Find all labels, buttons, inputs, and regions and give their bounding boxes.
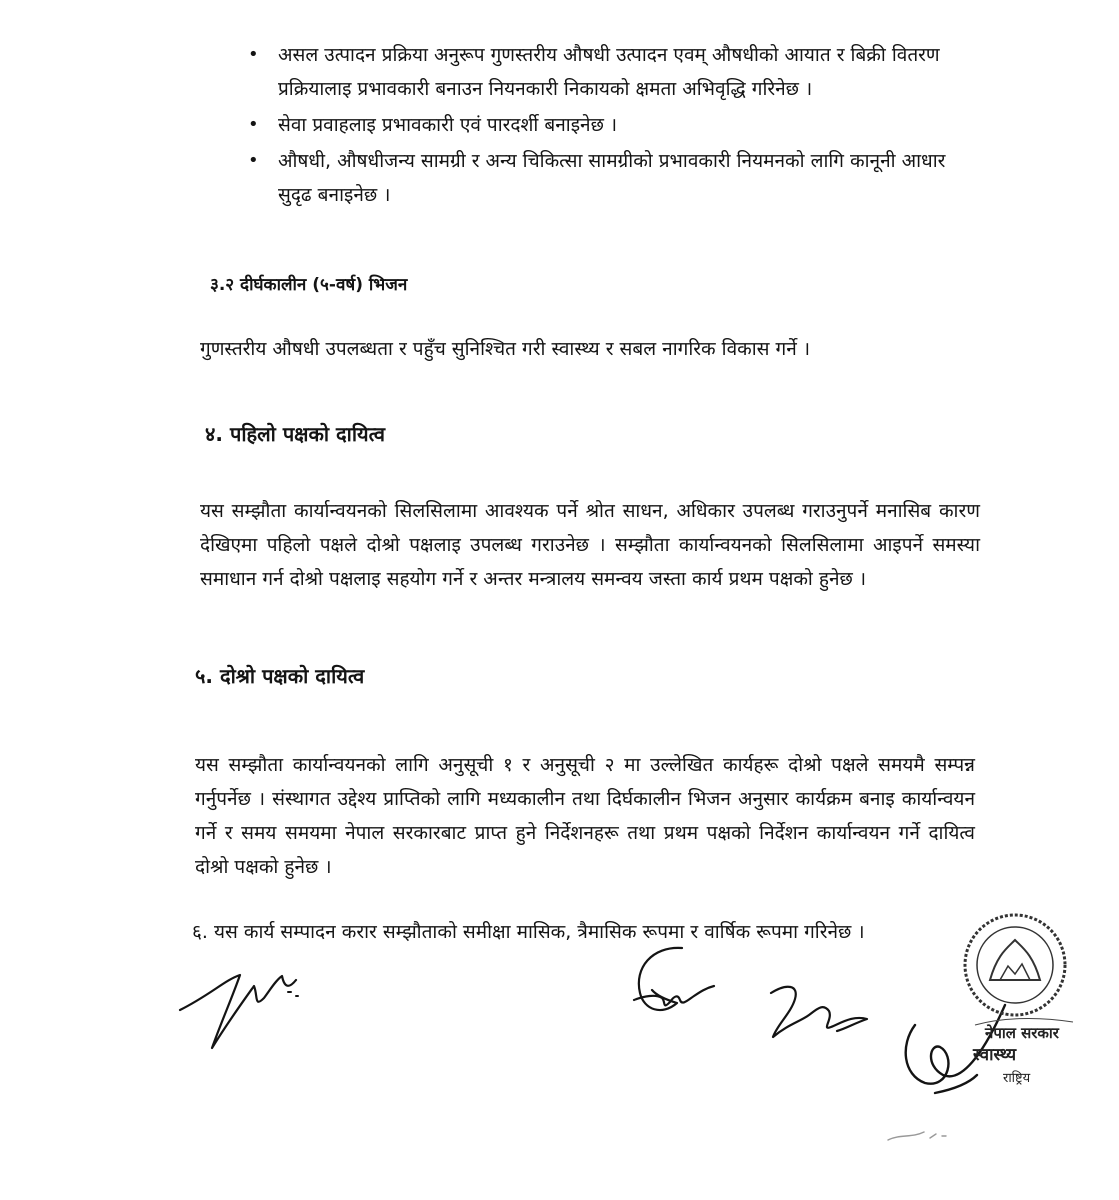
stamp-line-1: नेपाल सरकार	[985, 1024, 1059, 1042]
bullet-text: सेवा प्रवाहलाइ प्रभावकारी एवं पारदर्शी बनाइनेछ ।	[278, 114, 618, 136]
section-4-heading: ४. पहिलो पक्षको दायित्व	[205, 422, 386, 446]
section-3-2-heading: ३.२ दीर्घकालीन (५-वर्ष) भिजन	[210, 275, 408, 295]
signature-1	[170, 950, 320, 1060]
bullet-item	[248, 38, 968, 106]
bullet-item	[248, 144, 968, 212]
bullet-list	[248, 38, 968, 212]
stamp-line-3: राष्ट्रिय	[1003, 1071, 1031, 1086]
scan-mark	[880, 1120, 970, 1150]
bullet-text: औषधी, औषधीजन्य सामग्री र अन्य चिकित्सा सामग्रीको प्रभावकारी नियमनको लागि कानूनी आधार सुदृढ बनाइनेछ ।	[278, 150, 946, 206]
bullet-icon: •	[248, 44, 259, 65]
stamp-line-2: स्वास्थ्य	[973, 1045, 1017, 1065]
bullet-icon: •	[248, 114, 259, 135]
bullet-text: असल उत्पादन प्रक्रिया अनुरूप गुणस्तरीय औषधी उत्पादन एवम् औषधीको आयात र बिक्री वितरण प्रक्रियालाइ प्रभावकारी बनाउन नियनकारी निकायको क्षमता अभिवृद्धि गरिनेछ ।	[278, 44, 940, 100]
bullet-item	[248, 108, 968, 142]
section-6-text: ६. यस कार्य सम्पादन करार सम्झौताको समीक्षा मासिक, त्रैमासिक रूपमा र वार्षिक रूपमा गरिनेछ ।	[192, 921, 865, 943]
section-5-heading: ५. दोश्रो पक्षको दायित्व	[195, 664, 365, 688]
official-stamp	[955, 910, 1095, 1100]
signature-2	[622, 938, 722, 1033]
section-4-body: यस सम्झौता कार्यान्वयनको सिलसिलामा आवश्यक पर्ने श्रोत साधन, अधिकार उपलब्ध गराउनुपर्ने मनासिब कारण देखिएमा पहिलो पक्षले दोश्रो पक्षलाइ उपलब्ध गराउनेछ । सम्झौता कार्यान्वयनको सिलसिलामा आइपर्ने समस्या समाधान गर्न दोश्रो पक्षलाइ सहयोग गर्ने र अन्तर मन्त्रालय समन्वय जस्ता कार्य प्रथम पक्षको हुनेछ ।	[200, 500, 980, 590]
signature-3	[765, 975, 875, 1045]
bullet-icon: •	[248, 150, 259, 171]
section-5-body: यस सम्झौता कार्यान्वयनको लागि अनुसूची १ र अनुसूची २ मा उल्लेखित कार्यहरू दोश्रो पक्षले समयमै सम्पन्न गर्नुपर्नेछ । संस्थागत उद्देश्य प्राप्तिको लागि मध्यकालीन तथा दिर्घकालीन भिजन अनुसार कार्यक्रम बनाइ कार्यान्वयन गर्ने र समय समयमा नेपाल सरकारबाट प्राप्त हुने निर्देशनहरू तथा प्रथम पक्षको निर्देशन कार्यान्वयन गर्ने दायित्व दोश्रो पक्षको हुनेछ ।	[195, 754, 975, 878]
section-3-2-body: गुणस्तरीय औषधी उपलब्धता र पहुँच सुनिश्चित गरी स्वास्थ्य र सबल नागरिक विकास गर्ने ।	[200, 338, 811, 360]
